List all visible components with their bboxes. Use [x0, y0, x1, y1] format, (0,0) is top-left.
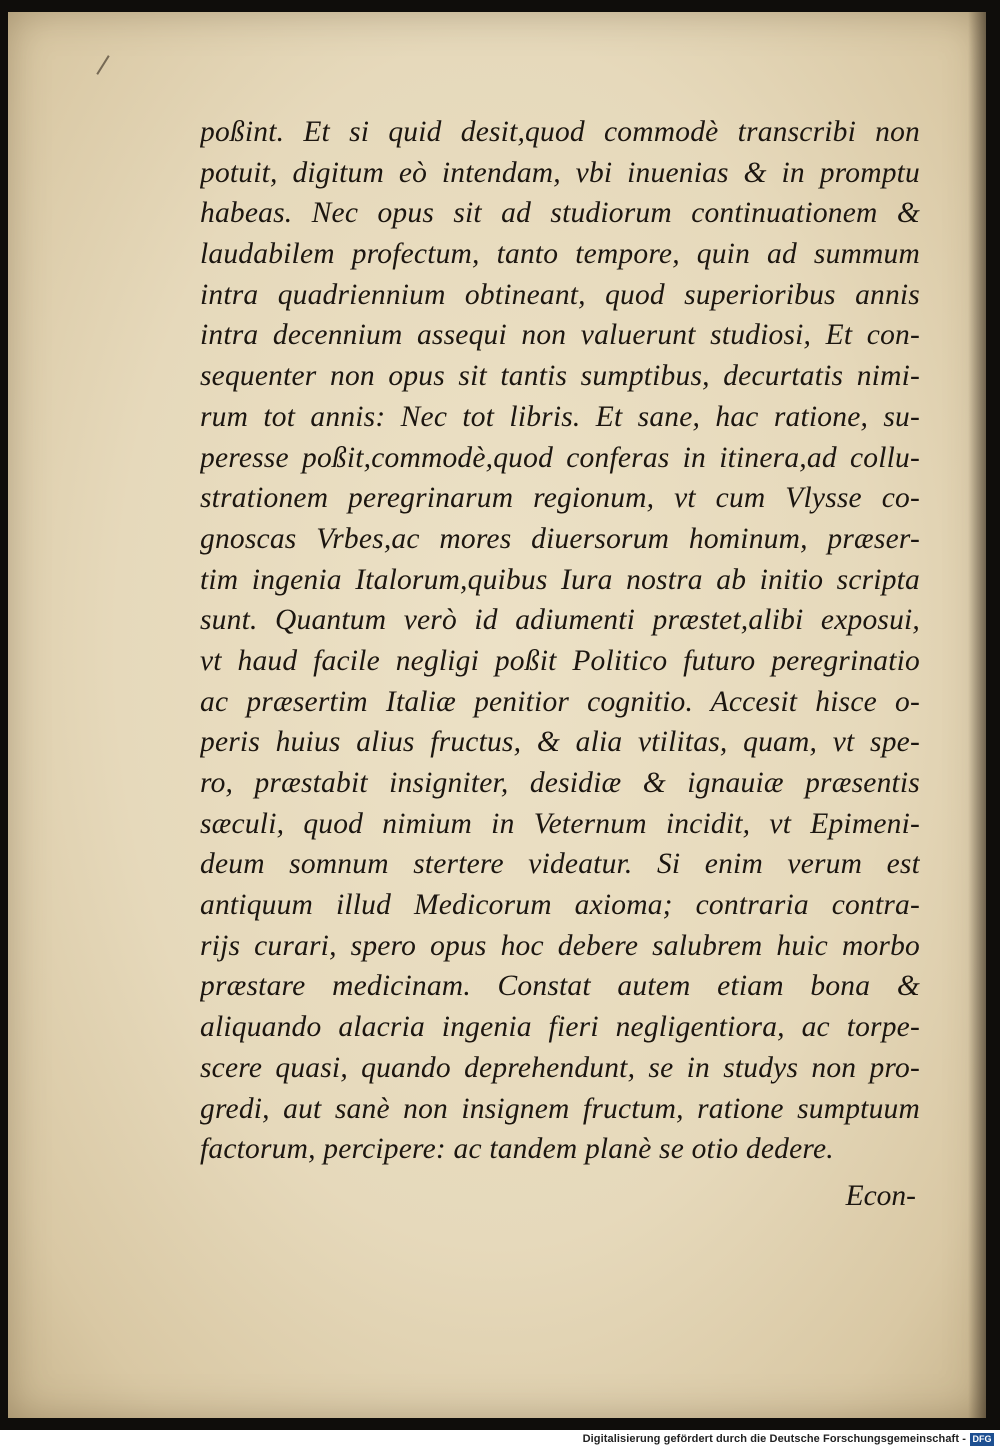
text-line: sunt. Quantum verò id adiumenti præstet,alibi exposui, [200, 604, 920, 637]
text-line: peris huius alius fructus, & alia vtilitas, quam, vt spe- [200, 726, 920, 759]
page-gutter-shadow [968, 12, 986, 1418]
text-line: vt haud facile negligi poßit Politico futuro peregrinatio [200, 644, 920, 677]
page-text-block [200, 112, 920, 1170]
text-line: scere quasi, quando deprehendunt, se in studys non pro- [200, 1051, 920, 1084]
text-line: potuit, digitum eò intendam, vbi inuenias & in promptu [200, 156, 920, 189]
text-line: factorum, percipere: ac tandem planè se otio dedere. [200, 1133, 834, 1166]
text-line: intra quadriennium obtineant, quod superioribus annis [200, 278, 920, 311]
text-line: poßint. Et si quid desit,quod commodè transcribi non [200, 116, 920, 148]
dfg-logo-icon: DFG [970, 1433, 994, 1446]
footer-credit-text: Digitalisierung gefördert durch die Deutsche Forschungsgemeinschaft - [582, 1433, 966, 1445]
pencil-mark [96, 55, 109, 75]
text-line: deum somnum stertere videatur. Si enim verum est [200, 848, 920, 881]
text-line: antiquum illud Medicorum axioma; contraria contra- [200, 889, 920, 922]
text-line: gredi, aut sanè non insignem fructum, ratione sumptuum [200, 1092, 920, 1125]
catchword: Econ- [845, 1180, 916, 1212]
text-line: aliquando alacria ingenia fieri negligentiora, ac torpe- [200, 1011, 920, 1044]
text-line: habeas. Nec opus sit ad studiorum continuationem & [200, 197, 920, 230]
text-line: strationem peregrinarum regionum, vt cum Vlysse co- [200, 482, 920, 515]
digitization-footer [0, 1430, 1000, 1449]
text-line: præstare medicinam. Constat autem etiam bona & [200, 970, 920, 1003]
text-line: ac præsertim Italiæ penitior cognitio. Accesit hisce o- [200, 685, 920, 718]
text-line: tim ingenia Italorum,quibus Iura nostra ab initio scripta [200, 563, 920, 596]
text-line: intra decennium assequi non valuerunt studiosi, Et con- [200, 319, 920, 352]
text-line: rijs curari, spero opus hoc debere salubrem huic morbo [200, 929, 920, 962]
text-line: laudabilem profectum, tanto tempore, quin ad summum [200, 238, 920, 271]
text-line: rum tot annis: Nec tot libris. Et sane, hac ratione, su- [200, 400, 920, 433]
text-line: ro, præstabit insigniter, desidiæ & ignauiæ præsentis [200, 767, 920, 799]
text-line: peresse poßit,commodè,quod conferas in itinera,ad collu- [200, 441, 920, 474]
text-line: sæculi, quod nimium in Veternum incidit, vt Epimeni- [200, 807, 920, 840]
text-line: sequenter non opus sit tantis sumptibus, decurtatis nimi- [200, 360, 920, 393]
text-line: gnoscas Vrbes,ac mores diuersorum hominum, præser- [200, 522, 920, 555]
